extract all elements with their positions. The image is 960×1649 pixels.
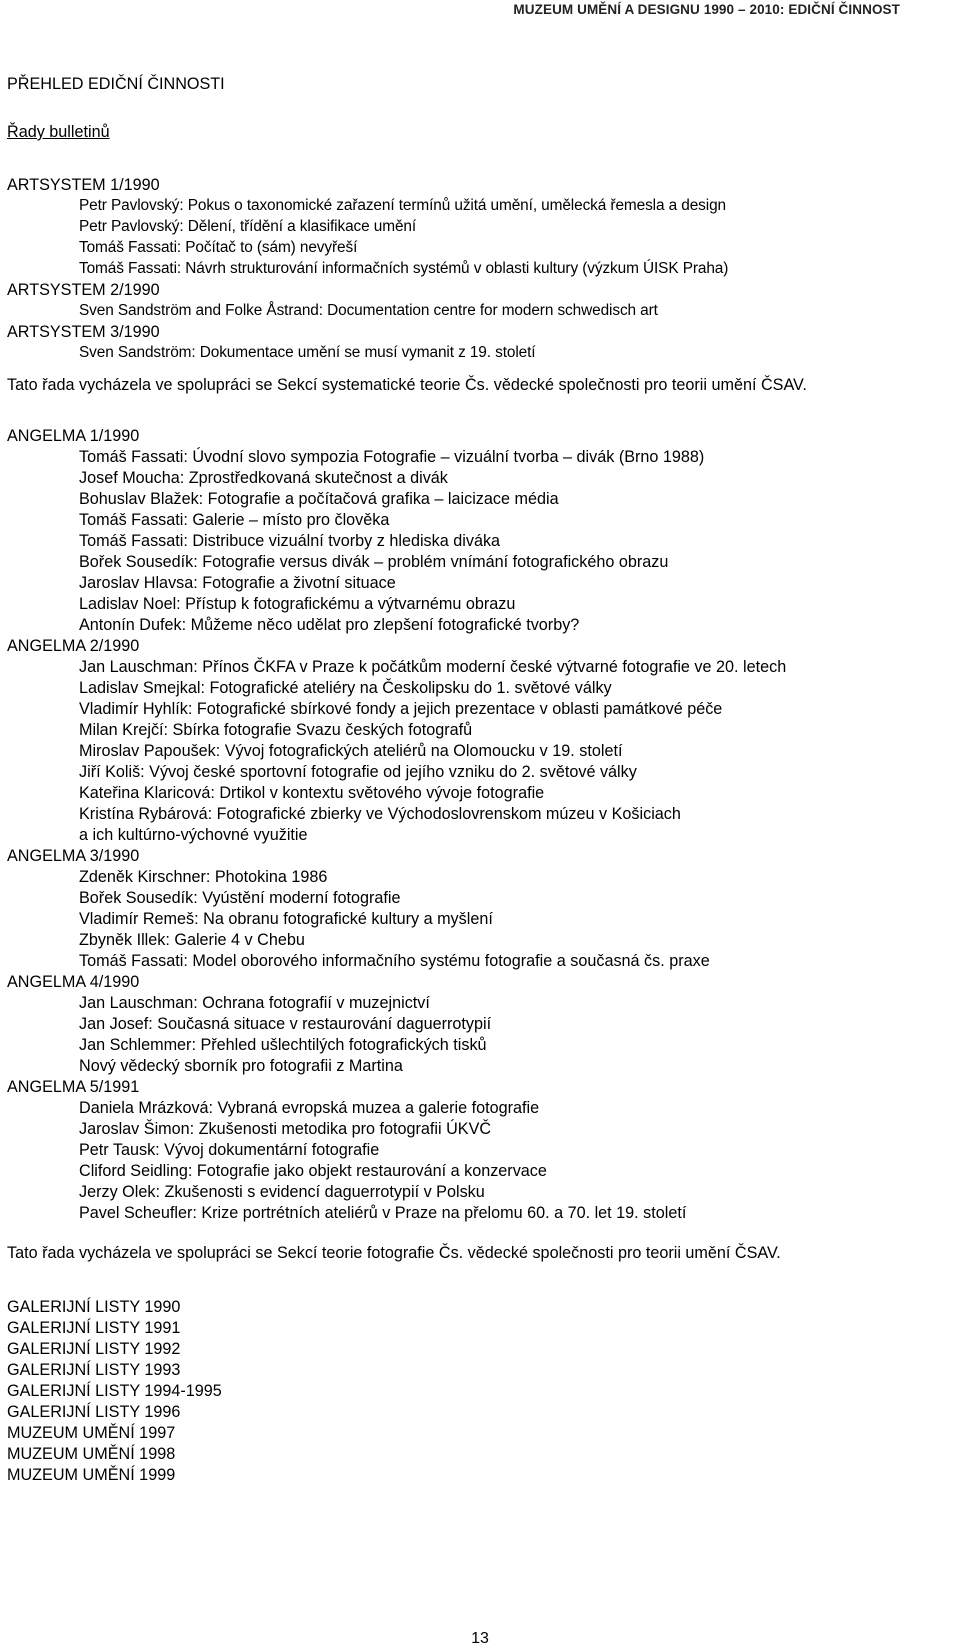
article-entry: Kateřina Klaricová: Drtikol v kontextu světového vývoje fotografie [79,784,545,802]
series-note-angelma: Tato řada vycházela ve spolupráci se Sekcí teorie fotografie Čs. vědecké společnosti pro teorii umění ČSAV. [7,1244,781,1262]
article-entry: a ich kultúrno-výchovné využitie [79,826,308,844]
article-entry: Jan Schlemmer: Přehled ušlechtilých fotografických tisků [79,1036,487,1054]
series-entry: MUZEUM UMĚNÍ 1999 [7,1466,176,1484]
document-title: PŘEHLED EDIČNÍ ČINNOSTI [7,75,225,93]
series-entry: GALERIJNÍ LISTY 1992 [7,1340,181,1358]
article-entry: Tomáš Fassati: Úvodní slovo sympozia Fotografie – vizuální tvorba – divák (Brno 1988) [79,448,705,466]
series-entry: MUZEUM UMĚNÍ 1998 [7,1445,176,1463]
article-entry: Ladislav Smejkal: Fotografické ateliéry na Českolipsku do 1. světové války [79,679,612,697]
article-entry: Cliford Seidling: Fotografie jako objekt restaurování a konzervace [79,1162,547,1180]
series-entry: GALERIJNÍ LISTY 1991 [7,1319,181,1337]
article-entry: Vladimír Hyhlík: Fotografické sbírkové fondy a jejich prezentace v oblasti památkové péče [79,700,723,718]
article-entry: Petr Tausk: Vývoj dokumentární fotografie [79,1141,380,1159]
issue-label-artsystem-1: ARTSYSTEM 1/1990 [7,176,160,194]
article-entry: Petr Pavlovský: Dělení, třídění a klasifikace umění [79,218,417,235]
issue-label-angelma-2: ANGELMA 2/1990 [7,637,140,655]
article-entry: Jaroslav Šimon: Zkušenosti metodika pro fotografii ÚKVČ [79,1120,492,1138]
article-entry: Daniela Mrázková: Vybraná evropská muzea a galerie fotografie [79,1099,540,1117]
article-entry: Bořek Sousedík: Vyústění moderní fotografie [79,889,401,907]
article-entry: Antonín Dufek: Můžeme něco udělat pro zlepšení fotografické tvorby? [79,616,580,634]
article-entry: Jan Lauschman: Ochrana fotografií v muzejnictví [79,994,430,1012]
issue-label-artsystem-2: ARTSYSTEM 2/1990 [7,281,160,299]
article-entry: Tomáš Fassati: Počítač to (sám) nevyřeší [79,239,358,256]
article-entry: Kristína Rybárová: Fotografické zbierky ve Východoslovrenskom múzeu v Košiciach [79,805,681,823]
article-entry: Ladislav Noel: Přístup k fotografickému a výtvarnému obrazu [79,595,516,613]
article-entry: Josef Moucha: Zprostředkovaná skutečnost a divák [79,469,448,487]
issue-label-angelma-1: ANGELMA 1/1990 [7,427,140,445]
article-entry: Nový vědecký sborník pro fotografii z Martina [79,1057,403,1075]
article-entry: Bohuslav Blažek: Fotografie a počítačová grafika – laicizace média [79,490,559,508]
article-entry: Tomáš Fassati: Návrh strukturování informačních systémů v oblasti kultury (výzkum ÚISK Praha) [79,260,729,277]
article-entry: Milan Krejčí: Sbírka fotografie Svazu českých fotografů [79,721,473,739]
article-entry: Petr Pavlovský: Pokus o taxonomické zařazení termínů užitá umění, umělecká řemesla a design [79,197,727,214]
article-entry: Sven Sandström and Folke Åstrand: Documentation centre for modern schwedisch art [79,302,658,319]
series-entry: GALERIJNÍ LISTY 1996 [7,1403,181,1421]
series-note-artsystem: Tato řada vycházela ve spolupráci se Sekcí systematické teorie Čs. vědecké společnosti pro teorii umění ČSAV. [7,376,807,394]
article-entry: Pavel Scheufler: Krize portrétních ateliérů v Praze na přelomu 60. a 70. let 19. století [79,1204,687,1222]
issue-label-angelma-4: ANGELMA 4/1990 [7,973,140,991]
article-entry: Jan Josef: Současná situace v restaurování daguerrotypií [79,1015,492,1033]
series-entry: GALERIJNÍ LISTY 1993 [7,1361,181,1379]
article-entry: Bořek Sousedík: Fotografie versus divák – problém vnímání fotografického obrazu [79,553,669,571]
article-entry: Miroslav Papoušek: Vývoj fotografických ateliérů na Olomoucku v 19. století [79,742,623,760]
section-heading: Řady bulletinů [7,123,110,141]
article-entry: Tomáš Fassati: Distribuce vizuální tvorby z hlediska diváka [79,532,501,550]
series-entry: GALERIJNÍ LISTY 1994-1995 [7,1382,222,1400]
article-entry: Zdeněk Kirschner: Photokina 1986 [79,868,328,886]
article-entry: Tomáš Fassati: Model oborového informačního systému fotografie a současná čs. praxe [79,952,710,970]
article-entry: Vladimír Remeš: Na obranu fotografické kultury a myšlení [79,910,493,928]
article-entry: Jan Lauschman: Přínos ČKFA v Praze k počátkům moderní české výtvarné fotografie ve 20. letech [79,658,787,676]
issue-label-angelma-3: ANGELMA 3/1990 [7,847,140,865]
running-header: MUZEUM UMĚNÍ A DESIGNU 1990 – 2010: EDIČNÍ ČINNOST [513,2,900,17]
issue-label-artsystem-3: ARTSYSTEM 3/1990 [7,323,160,341]
series-entry: MUZEUM UMĚNÍ 1997 [7,1424,176,1442]
article-entry: Jiří Koliš: Vývoj české sportovní fotografie od jejího vzniku do 2. světové války [79,763,637,781]
article-entry: Jerzy Olek: Zkušenosti s evidencí daguerrotypií v Polsku [79,1183,485,1201]
issue-label-angelma-5: ANGELMA 5/1991 [7,1078,140,1096]
article-entry: Zbyněk Illek: Galerie 4 v Chebu [79,931,305,949]
article-entry: Sven Sandström: Dokumentace umění se musí vymanit z 19. století [79,344,536,361]
series-entry: GALERIJNÍ LISTY 1990 [7,1298,181,1316]
page-number: 13 [471,1630,489,1647]
article-entry: Tomáš Fassati: Galerie – místo pro člověka [79,511,390,529]
article-entry: Jaroslav Hlavsa: Fotografie a životní situace [79,574,396,592]
